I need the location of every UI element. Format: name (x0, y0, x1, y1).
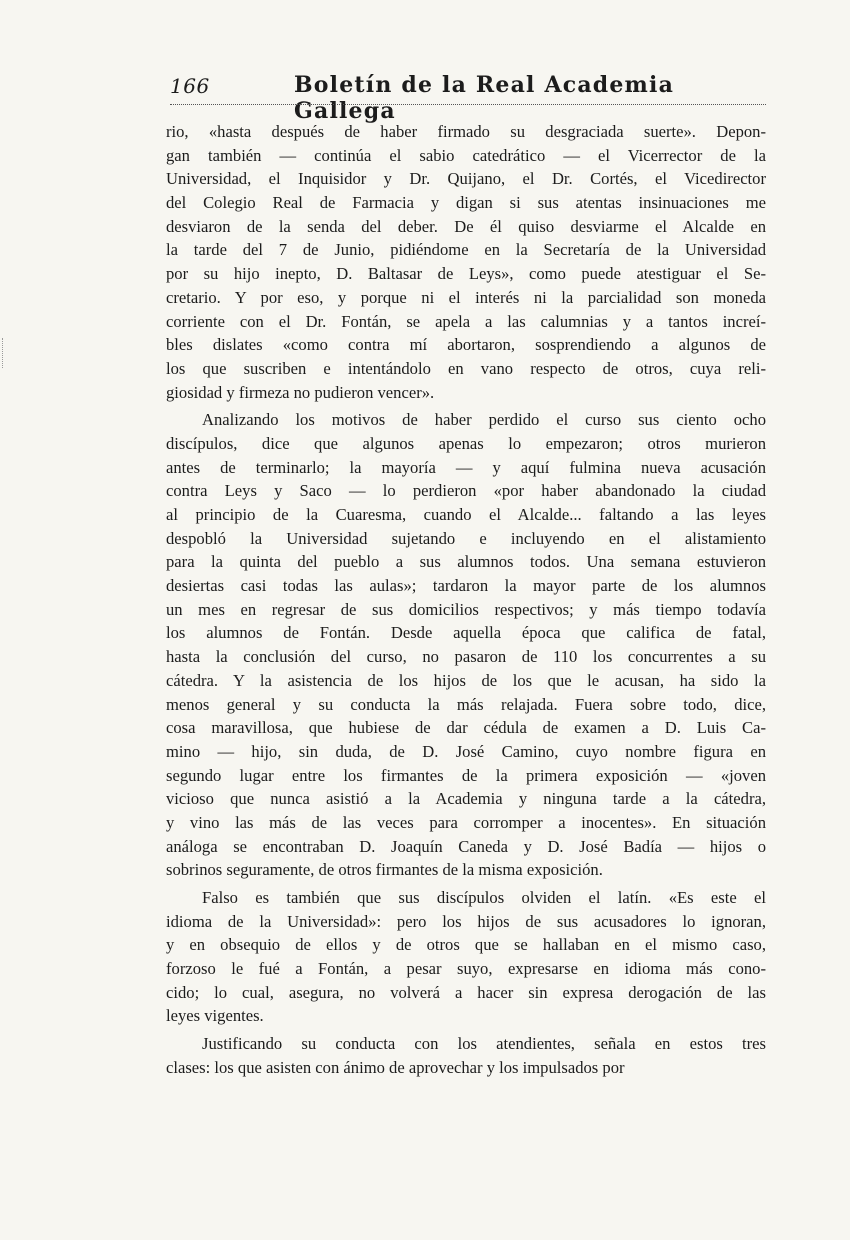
header-rule (170, 104, 766, 105)
text-line: bles dislates «como contra mí abortaron, sosprendiendo a algunos de (166, 335, 766, 355)
text-line: despobló la Universidad sujetando e incluyendo en el alistamiento (166, 528, 766, 548)
body-text (166, 120, 766, 1080)
text-line: antes de terminarlo; la mayoría — y aquí fulmina nueva acusación (166, 457, 766, 477)
text-line: cosa maravillosa, que hubiese de dar cédula de examen a D. Luis Ca- (166, 718, 766, 738)
margin-mark (2, 338, 17, 368)
text-line: mino — hijo, sin duda, de D. José Camino, cuyo nombre figura en (166, 741, 766, 761)
text-line: vicioso que nunca asistió a la Academia y ninguna tarde a la cátedra, (166, 789, 766, 809)
text-line: Analizando los motivos de haber perdido el curso sus ciento ocho (202, 410, 766, 430)
text-line: discípulos, dice que algunos apenas lo empezaron; otros murieron (166, 433, 766, 453)
page-header (170, 72, 770, 124)
text-line: para la quinta del pueblo a sus alumnos todos. Una semana estuvieron (166, 552, 766, 572)
text-line: cretario. Y por eso, y porque ni el interés ni la parcialidad son moneda (166, 287, 766, 307)
text-line: un mes en regresar de sus domicilios respectivos; y más tiempo todavía (166, 599, 766, 619)
text-line: Falso es también que sus discípulos olviden el latín. «Es este el (202, 888, 766, 907)
text-line: y en obsequio de ellos y de otros que se hallaban en el mismo caso, (166, 935, 766, 955)
text-line: clases: los que asisten con ánimo de aprovechar y los impulsados por (166, 1057, 625, 1077)
text-line: desiertas casi todas las aulas»; tardaron la mayor parte de los alumnos (166, 576, 766, 596)
text-line: Justificando su conducta con los atendientes, señala en estos tres (202, 1034, 766, 1054)
text-line: corriente con el Dr. Fontán, se apela a las calumnias y a tantos increí- (166, 311, 766, 331)
text-line: y vino las más de las veces para corromper a inocentes». En situación (166, 812, 766, 832)
text-line: segundo lugar entre los firmantes de la primera exposición — «joven (166, 765, 766, 785)
paragraph (166, 1032, 766, 1079)
text-line: del Colegio Real de Farmacia y digan si sus atentas insinuaciones me (166, 193, 766, 213)
page-number: 166 (170, 74, 210, 98)
text-line: desviaron de la senda del deber. De él quiso desviarme el Alcalde en (166, 216, 766, 236)
text-line: al principio de la Cuaresma, cuando el Alcalde... faltando a las leyes (166, 505, 766, 524)
text-line: hasta la conclusión del curso, no pasaron de 110 los concurrentes a su (166, 647, 766, 667)
text-line: por su hijo inepto, D. Baltasar de Leys», como puede atestiguar el Se- (166, 264, 766, 284)
paragraph (166, 120, 766, 404)
text-line: sobrinos seguramente, de otros firmantes de la misma exposición. (166, 860, 603, 880)
text-line: idioma de la Universidad»: pero los hijos de sus acusadores lo ignoran, (166, 911, 766, 931)
text-line: los alumnos de Fontán. Desde aquella época que califica de fatal, (166, 623, 766, 643)
text-line: giosidad y firmeza no pudieron vencer». (166, 382, 435, 402)
text-line: contra Leys y Saco — lo perdieron «por haber abandonado la ciudad (166, 481, 766, 501)
text-line: la tarde del 7 de Junio, pidiéndome en la Secretaría de la Universidad (166, 240, 766, 260)
text-line: forzoso le fué a Fontán, a pesar suyo, expresarse en idioma más cono- (166, 959, 766, 979)
text-line: cátedra. Y la asistencia de los hijos de los que le acusan, ha sido la (166, 670, 766, 690)
paragraph (166, 886, 766, 1028)
text-line: gan también — continúa el sabio catedrático — el Vicerrector de la (166, 145, 766, 165)
text-line: menos general y su conducta la más relajada. Fuera sobre todo, dice, (166, 694, 766, 714)
text-line: leyes vigentes. (166, 1006, 264, 1026)
text-line: rio, «hasta después de haber firmado su desgraciada suerte». Depon- (166, 122, 766, 141)
text-line: cido; lo cual, asegura, no volverá a hacer sin expresa derogación de las (166, 982, 766, 1002)
running-title: Boletín de la Real Academia Gallega (294, 72, 675, 124)
text-line: análoga se encontraban D. Joaquín Caneda y D. José Badía — hijos o (166, 836, 766, 856)
paragraph (166, 408, 766, 882)
text-line: Universidad, el Inquisidor y Dr. Quijano, el Dr. Cortés, el Vicedirector (166, 169, 766, 189)
text-line: los que suscriben e intentándolo en vano respecto de otros, cuya reli- (166, 358, 766, 378)
